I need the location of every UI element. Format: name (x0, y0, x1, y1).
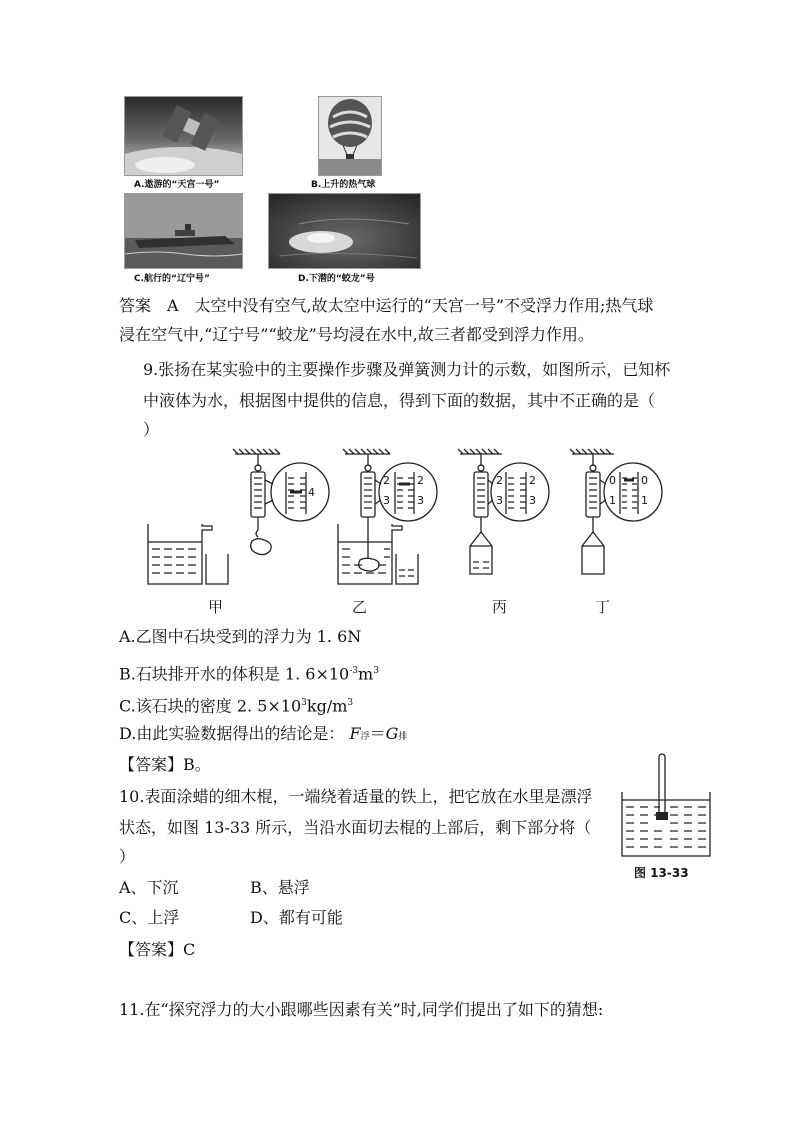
jiaolong-image (269, 194, 420, 268)
option-b-value: B.石块排开水的体积是 1. 6×10 (119, 664, 350, 684)
label-yi: 乙 (352, 598, 368, 616)
yi-scale-2-left: 2 (383, 474, 390, 487)
option-c-unit: kg/m (306, 696, 348, 716)
bing-scale-3-left: 3 (496, 494, 503, 507)
q11-stem-line1: 11.在“探究浮力的大小跟哪些因素有关”时,同学们提出了如下的猜想: (119, 1000, 604, 1019)
yi-scale-3-right: 3 (417, 494, 424, 507)
q9-option-b (119, 661, 379, 684)
q9-option-c (119, 693, 353, 716)
figure-bing (458, 449, 549, 574)
q10-stem-line2: 状态，如图 13-33 所示，当沿水面切去棍的上部后，剩下部分将（ (119, 818, 592, 837)
balloon-image (319, 97, 381, 175)
tiangong-image (125, 97, 242, 175)
q10-figure (618, 752, 718, 862)
label-jia: 甲 (208, 598, 224, 616)
caption-a: A.遨游的“天宫一号” (134, 180, 220, 190)
caption-c: C.航行的“辽宁号” (134, 274, 210, 284)
ding-scale-1-left: 1 (609, 494, 616, 507)
q10-option-d: D、都有可能 (250, 908, 343, 927)
option-c-exponent: 3 (301, 698, 307, 708)
q10-stem-line3: ） (119, 847, 136, 866)
photo-balloon (318, 96, 382, 176)
option-d-g-sub: 排 (398, 732, 408, 742)
q9-option-a: A.乙图中石块受到的浮力为 1. 6N (119, 627, 362, 646)
figure-jia (148, 449, 329, 584)
bing-scale-3-right: 3 (529, 494, 536, 507)
option-c-unit-exponent: 3 (347, 698, 354, 708)
q8-answer-line1: 答案 A 太空中没有空气,故太空中运行的“天宫一号”不受浮力作用;热气球 (119, 296, 654, 315)
q9-answer: 【答案】B。 (119, 755, 211, 774)
ding-scale-0-right: 0 (641, 474, 648, 487)
option-b-exponent: -3 (349, 666, 359, 676)
q10-answer: 【答案】C (119, 940, 196, 959)
option-d-text: D.由此实验数据得出的结论是： (119, 724, 345, 743)
label-bing: 丙 (492, 598, 508, 616)
figure-yi (338, 449, 437, 584)
yi-scale-2-right: 2 (417, 474, 424, 487)
ding-scale-0-left: 0 (609, 474, 616, 487)
jia-scale-4: 4 (308, 486, 315, 499)
photo-liaoning (124, 193, 243, 269)
bing-scale-2-right: 2 (529, 474, 536, 487)
q9-figure (140, 446, 670, 621)
yi-scale-3-left: 3 (383, 494, 390, 507)
label-ding: 丁 (595, 598, 611, 616)
q10-option-c: C、上浮 (119, 908, 180, 927)
option-c-value: C.该石块的密度 2. 5×10 (119, 696, 302, 716)
option-b-unit: m (358, 664, 374, 684)
q9-stem-line1: 9.张扬在某实验中的主要操作步骤及弹簧测力计的示数，如图所示，已知杯 (143, 360, 671, 379)
caption-b: B.上升的热气球 (311, 180, 376, 190)
q10-option-b: B、悬浮 (250, 878, 310, 897)
q9-option-d (119, 724, 407, 747)
option-d-f-sub: 浮 (360, 732, 370, 742)
photo-jiaolong (268, 193, 421, 269)
q10-stem-line1: 10.表面涂蜡的细木棍，一端绕着适量的铁上，把它放在水里是漂浮 (119, 787, 593, 806)
photo-tiangong (124, 96, 243, 176)
q10-option-a: A、下沉 (119, 878, 179, 897)
ding-scale-1-right: 1 (641, 494, 648, 507)
figure-ding (570, 449, 662, 574)
liaoning-image (125, 194, 242, 268)
q9-stem-line2: 中液体为水，根据图中提供的信息，得到下面的数据，其中不正确的是（ (143, 391, 656, 410)
option-d-f: F (349, 724, 361, 743)
option-b-unit-exponent: 3 (373, 666, 379, 676)
q10-figure-caption: 图 13-33 (634, 866, 689, 880)
option-d-g: G (385, 724, 399, 743)
bing-scale-2-left: 2 (496, 474, 503, 487)
option-d-eq: ＝ (369, 724, 386, 743)
q9-stem-line3: ） (143, 420, 160, 439)
q8-answer-line2: 浸在空气中,“辽宁号”“蛟龙”号均浸在水中,故三者都受到浮力作用。 (119, 325, 594, 344)
caption-d: D.下潜的“蛟龙”号 (298, 274, 375, 284)
